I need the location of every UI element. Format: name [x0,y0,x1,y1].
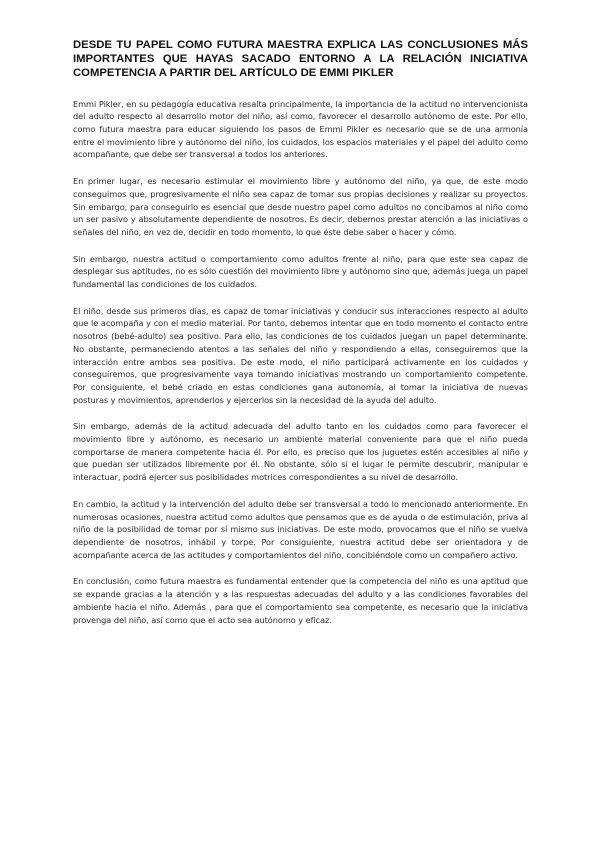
paragraph-conclusion: En conclusión, como futura maestra es fundamental entender que la competencia del niño es una aptitud que se expande gracias a la atención y a las respuestas adecuadas del adulto y a las condiciones favorables del ambiente hacia el niño. Además , para que el comportamiento sea competente, es necesario que la iniciativa provenga del niño, así como que el acto sea autónomo y eficaz. [73,576,528,625]
paragraph-attitude: Sin embargo, nuestra actitud o comportamiento como adultos frente al niño, para que este sea capaz de desplegar sus aptitudes, no es sólo cuestión del movimiento libre y autónomo sino que, además juega un papel fundamental las condiciones de los cuidados. [73,253,528,290]
paragraph-movement: En primer lugar, es necesario estimular el movimiento libre y autónomo del niño, ya que, de este modo conseguimos que, progresivamente el niño sea capaz de tomar sus propias decisiones y realizar su proyectos. Sin embargo, para conseguirlo es esencial que desde nuestro papel como adultos no concibamos al niño como un ser pasivo y absolutamente dependiente de nosotros. Es decir, debemos prestar atención a las iniciativas o señales del niño, en vez de, decidir en todo momento, lo que éste debe saber o hacer y cómo. [73,176,528,237]
paragraph-intro: Emmi Pikler, en su pedagogía educativa resalta principalmente, la importancia de la actitud no intervencionista del adulto respecto al desarrollo motor del niño, así como, favorecer el desarrollo autónomo de este. Por ello, como futura maestra para educar siguiendo los pasos de Emmi Pikler es necesario que se de una armonía entre el movimiento libre y autónomo del niño, los cuidados, los espacios materiales y el papel del adulto como acompañante, que debe ser transversal a todos los anteriores. [73,98,528,160]
paragraph-adult-role: En cambio, la actitud y la intervención del adulto debe ser transversal a todo lo mencionado anteriormente. En numerosas ocasiones, nuestra actitud como adultos que pensamos que es de ayuda o de estimulación, priva al niño de la posibilidad de tomar por sí mismo sus iniciativas. De este modo, provocamos que el niño se vuelva dependiente de nosotros, inhábil y torpe. Por consiguiente, nuestra actitud debe ser orientadora y de acompañante acerca de las actitudes y comportamientos del niño, concibiéndole como un compañero activo. [73,498,528,560]
paragraph-care: El niño, desde sus primeros días, es capaz de tomar iniciativas y conducir sus interacciones respecto al adulto que le acompaña y con el medio material. Por tanto, debemos intentar que en todo momento el contacto entre nosotros (bebé-adulto) sea positivo. Para ello, las condiciones de los cuidados juegan un papel determinante. No obstante, permaneciendo atentos a las señales del niño y respondiendo a ellas, conseguiremos que la interacción entre ambos sea positiva. De este modo, el niño participará activamente en los cuidados y conseguiremos, que progresivamente vaya tomando iniciativas mostrando un comportamiento competente. Por consiguiente, el bebé criado en estas condiciones gana autonomía, al tomar la iniciativa de nuevas posturas y movimientos, aprenderlos y ejercerlos sin la necesidad de la ayuda del adulto. [73,305,528,405]
document-title: DESDE TU PAPEL COMO FUTURA MAESTRA EXPLICA LAS CONCLUSIONES MÁS IMPORTANTES QUE HAYAS SACADO ENTORNO A LA RELACIÓN INICIATIVA COMPETENCIA A PARTIR DEL ARTÍCULO DE EMMI PIKLER [73,39,528,80]
paragraph-environment: Sin embargo, además de la actitud adecuada del adulto tanto en los cuidados como para favorecer el movimiento libre y autónomo, es necesario un ambiente material conveniente para que el niño pueda comportarse de manera competente hacia él. Por ello, es preciso que los juguetes estén accesibles al niño y que puedan ser utilizados libremente por él. No obstante, sólo si el lugar le permite descubrir, manipular e interactuar, podrá ejercer sus posibilidades motrices correspondientes a su nivel de desarrollo. [73,421,528,483]
